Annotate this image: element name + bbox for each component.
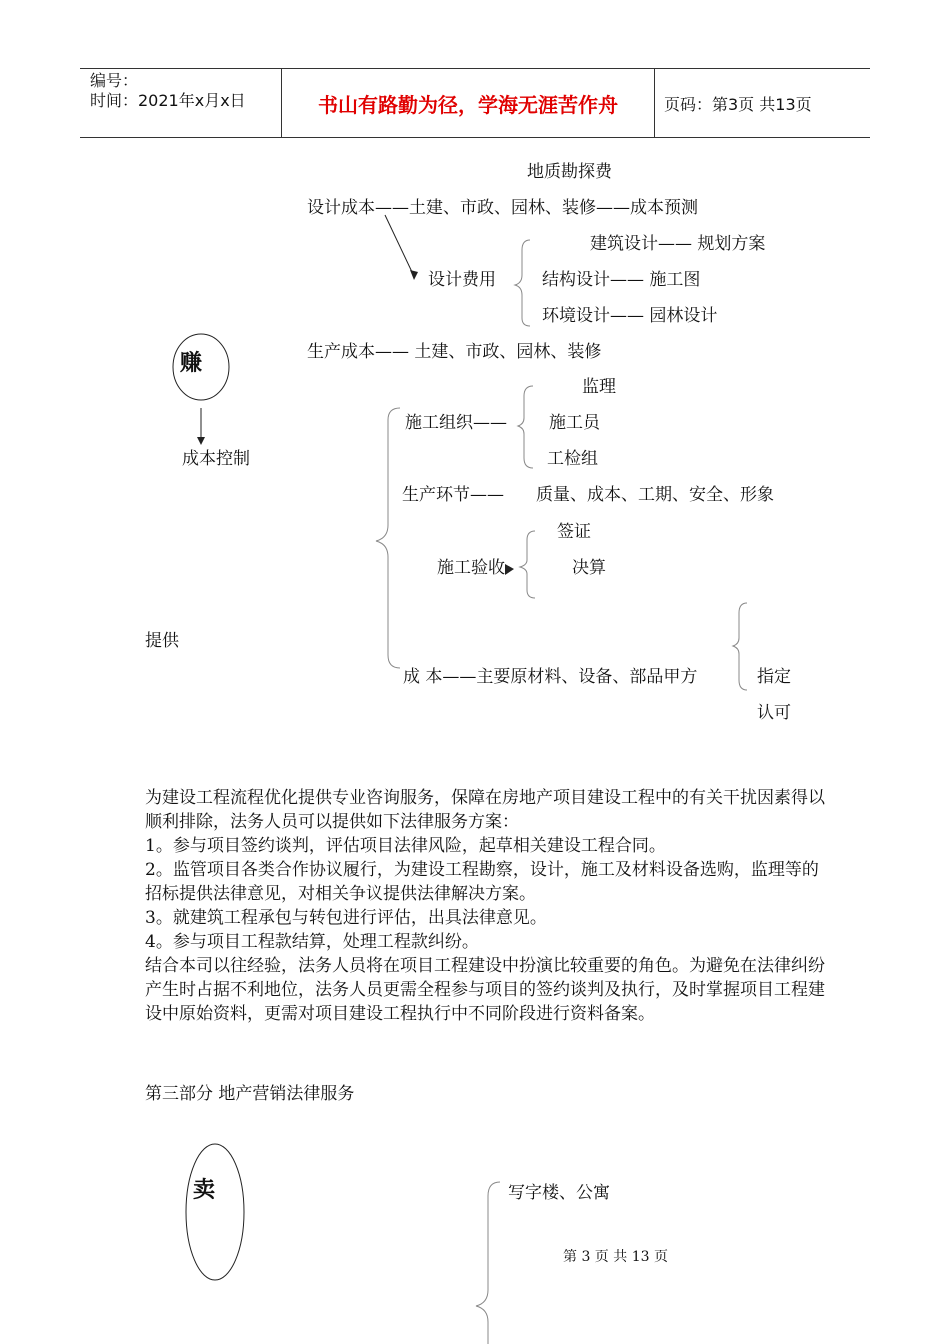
acceptance: 施工验收 [437,558,505,578]
geo-fee: 地质勘探费 [527,162,612,182]
sell-ellipse [186,1144,244,1280]
designate: 指定 [757,667,791,687]
struct-design: 结构设计—— 施工图 [542,270,701,290]
list-item: 2。监管项目各类合作协议履行，为建设工程勘察，设计，施工及材料设备选购，监理等的招标提供法律意见，对相关争议提供法律解决方案。 [145,860,819,904]
inspection-team: 工检组 [547,449,598,469]
cost-control: 成本控制 [182,449,250,469]
design-fee: 设计费用 [428,270,496,290]
acceptance-arrow-head [505,564,514,575]
cost-materials: 成 本——主要原材料、设备、部品甲方 [403,667,698,687]
section-title: 第三部分 地产营销法律服务 [145,1084,355,1104]
page-footer: 第 3 页 共 13 页 [563,1249,668,1265]
final-account: 决算 [572,558,606,578]
office-apartment: 写字楼、公寓 [508,1183,610,1203]
env-design: 环境设计—— 园林设计 [542,306,718,326]
arrow-line [385,215,412,272]
brace-sell [476,1182,500,1344]
brace-production [376,408,400,668]
list-item: 1。参与项目签约谈判，评估项目法律风险，起草相关建设工程合同。 [145,836,666,856]
list-item: 4。参与项目工程款结算，处理工程款纠纷。 [145,932,479,952]
approve: 认可 [757,703,791,723]
list-item: 3。就建筑工程承包与转包进行评估，出具法律意见。 [145,908,547,928]
earn-label: 赚 [180,350,203,376]
design-cost: 设计成本——土建、市政、园林、装修——成本预测 [307,198,698,218]
page-info: 页码：第3页 共13页 [664,94,812,114]
constructor: 施工员 [549,413,600,433]
provide: 提供 [145,631,179,651]
time-label: 时间：2021年x月x日 [90,91,246,110]
arrow-head [410,270,418,280]
arch-design: 建筑设计—— 规划方案 [590,234,766,254]
supervision: 监理 [582,377,616,397]
intro-paragraph: 为建设工程流程优化提供专业咨询服务，保障在房地产项目建设工程中的有关干扰因素得以顺利排除，法务人员可以提供如下法律服务方案： [145,788,825,832]
number-label: 编号： [90,71,139,90]
construction-org: 施工组织—— [405,413,507,433]
prod-link-items: 质量、成本、工期、安全、形象 [536,485,774,505]
summary-paragraph: 结合本司以往经验，法务人员将在项目工程建设中扮演比较重要的角色。为避免在法律纠纷产生时占据不利地位，法务人员更需全程参与项目的签约谈判及执行，及时掌握项目工程建设中原始资料，更需对项目建设工程执行中不同阶段进行资料备案。 [145,956,825,1024]
brace-designate [733,603,747,690]
header-motto: 书山有路勤为径，学海无涯苦作舟 [318,92,618,117]
prod-cost: 生产成本—— 土建、市政、园林、装修 [307,342,602,362]
prod-link: 生产环节—— [402,485,504,505]
down-arrow-head [197,437,205,445]
brace-design [515,240,530,326]
sell-label: 卖 [193,1177,216,1203]
visa: 签证 [557,522,591,542]
brace-org [518,386,533,468]
brace-acceptance [520,531,535,598]
